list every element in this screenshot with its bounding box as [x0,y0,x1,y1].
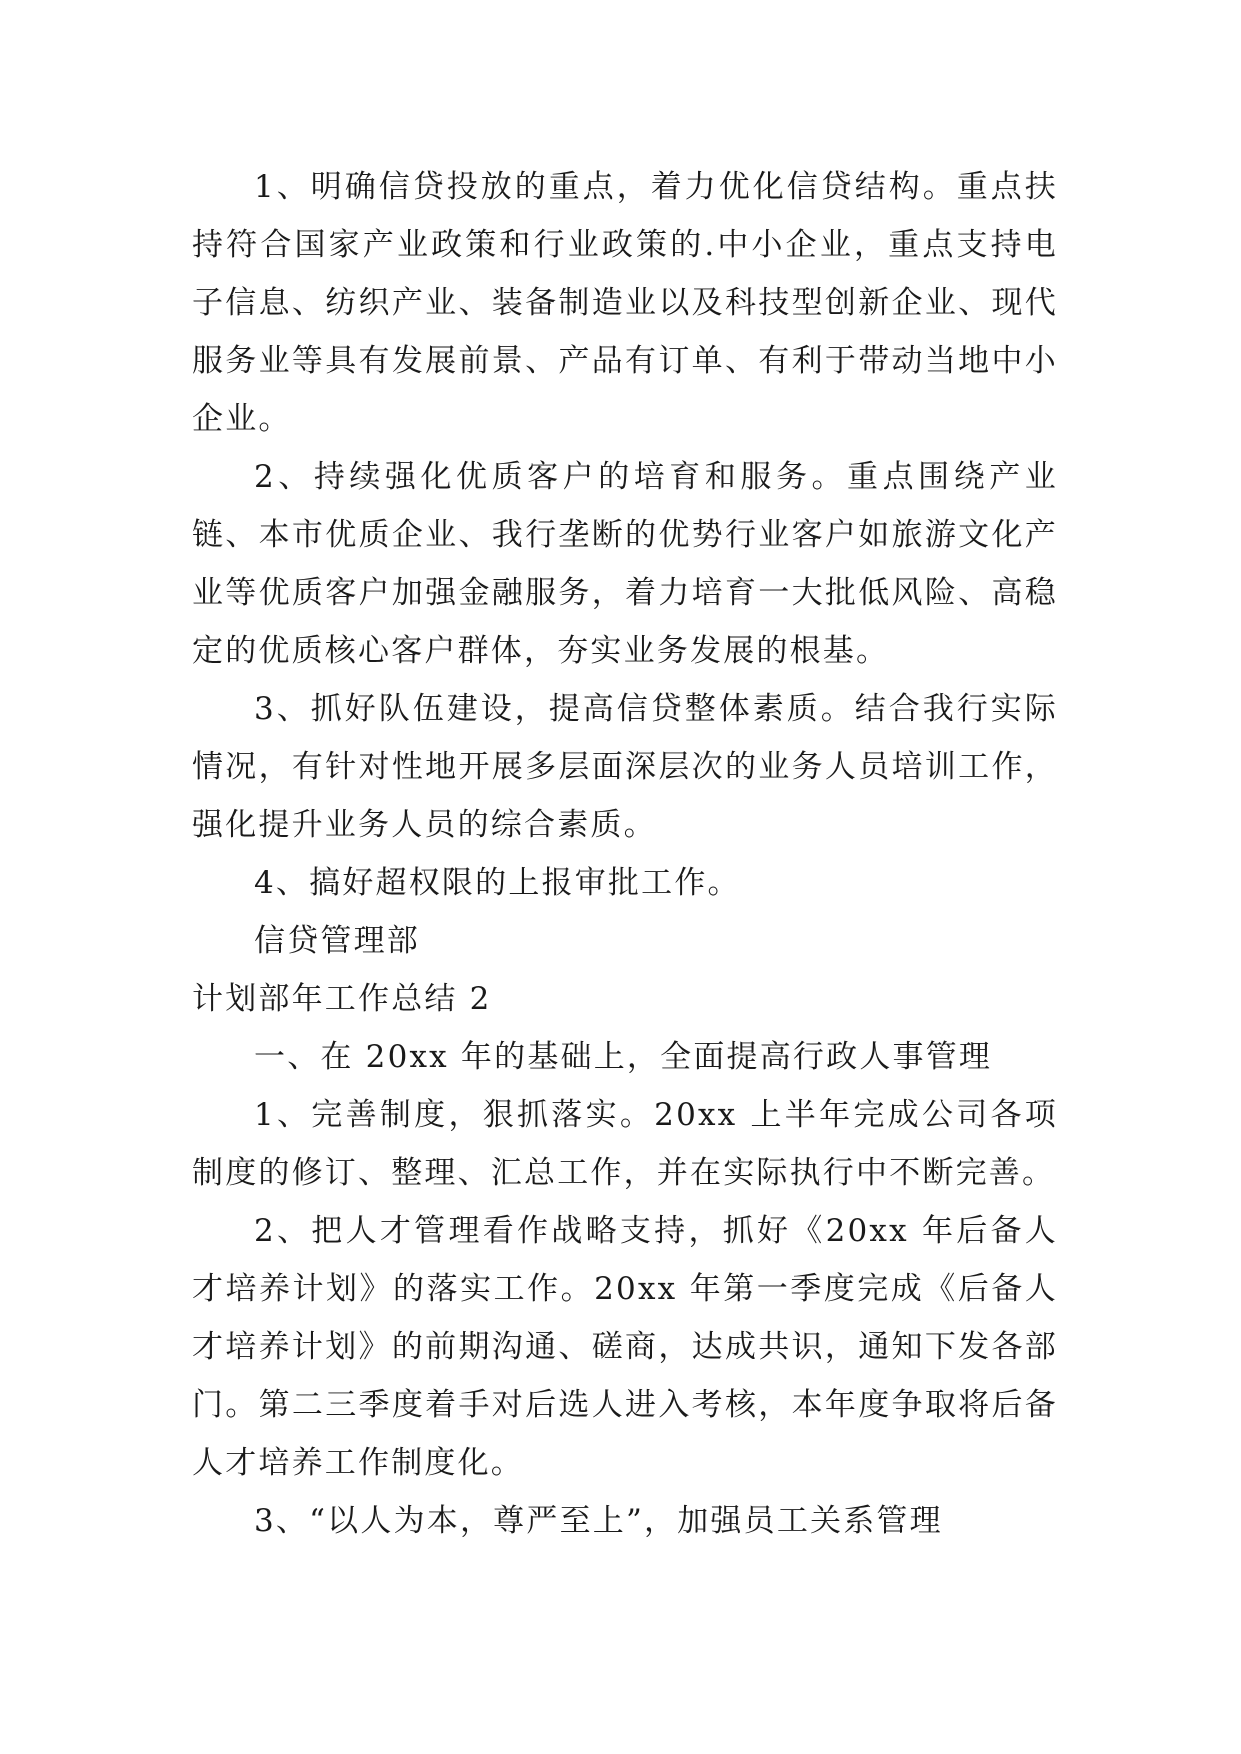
paragraph-team-building: 3、抓好队伍建设，提高信贷整体素质。结合我行实际情况，有针对性地开展多层面深层次的业务人员培训工作，强化提升业务人员的综合素质。 [192,691,1058,843]
paragraph-approval-work: 4、搞好超权限的上报审批工作。 [254,865,741,901]
paragraph-employee-relations: 3、“以人为本，尊严至上”，加强员工关系管理 [254,1503,943,1539]
section-heading-admin: 一、在 20xx 年的基础上，全面提高行政人事管理 [254,1039,993,1075]
paragraph-quality-clients: 2、持续强化优质客户的培育和服务。重点围绕产业链、本市优质企业、我行垄断的优势行业客户如旅游文化产业等优质客户加强金融服务，着力培育一大批低风险、高稳定的优质核心客户群体，夯实业务发展的根基。 [192,459,1058,669]
paragraph-systems: 1、完善制度，狠抓落实。20xx 上半年完成公司各项制度的修订、整理、汇总工作，并在实际执行中不断完善。 [192,1097,1058,1191]
department-signature: 信贷管理部 [254,923,420,959]
paragraph-credit-focus: 1、明确信贷投放的重点，着力优化信贷结构。重点扶持符合国家产业政策和行业政策的.中小企业，重点支持电子信息、纺织产业、装备制造业以及科技型创新企业、现代服务业等具有发展前景、产品有订单、有利于带动当地中小企业。 [192,169,1058,437]
document-body [192,158,1058,1550]
section-title: 计划部年工作总结 2 [192,981,492,1017]
paragraph-talent-plan: 2、把人才管理看作战略支持，抓好《20xx 年后备人才培养计划》的落实工作。20xx 年第一季度完成《后备人才培养计划》的前期沟通、磋商，达成共识，通知下发各部门。第二三季度着手对后选人进入考核，本年度争取将后备人才培养工作制度化。 [192,1213,1058,1481]
